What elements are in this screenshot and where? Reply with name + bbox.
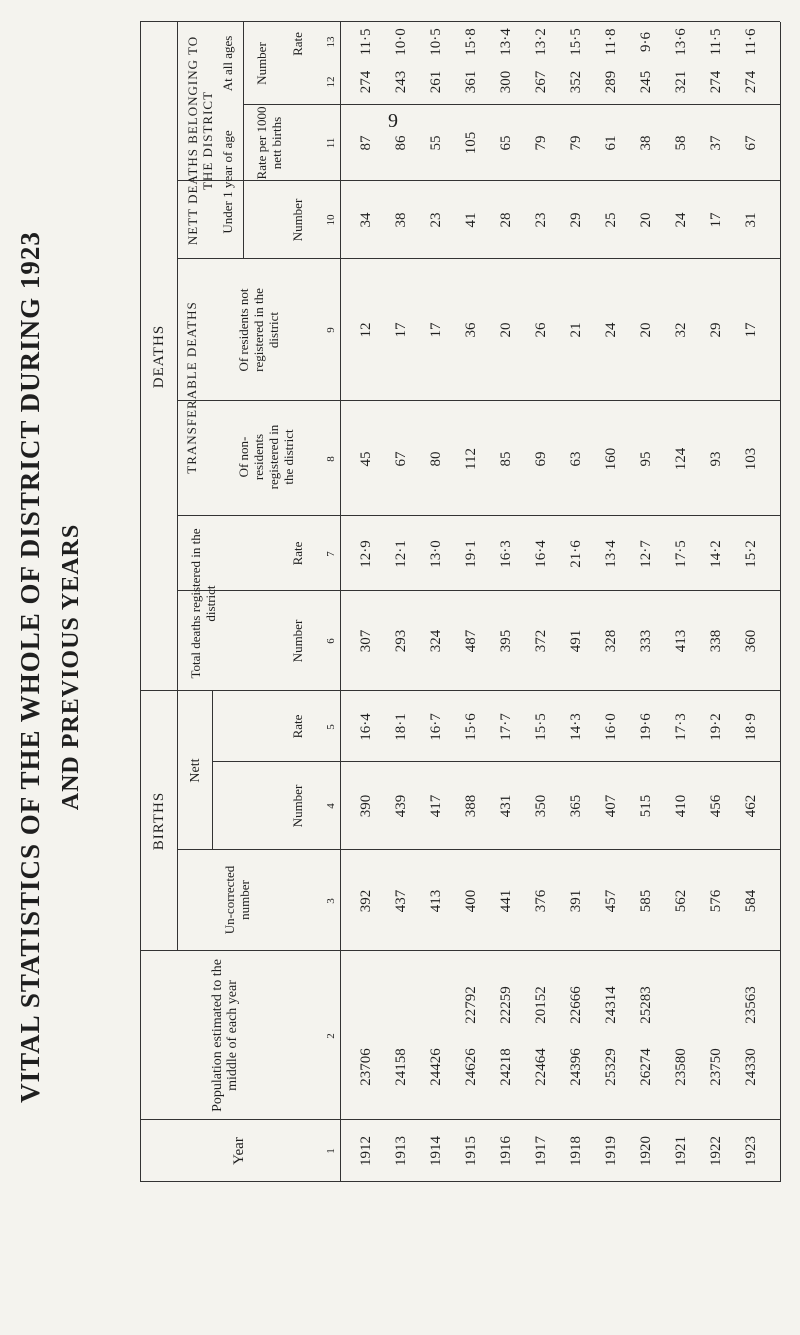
infant-deaths-number-cell: 31 xyxy=(743,212,759,228)
nett-births-rate-cell: 17·3 xyxy=(673,713,689,741)
residents-cell: 36 xyxy=(463,322,479,338)
nett-births-number-cell: 407 xyxy=(603,794,619,818)
all-ages-rate-cell: 15·8 xyxy=(463,28,479,56)
residents-cell: 20 xyxy=(498,322,514,338)
column-number: 1 xyxy=(325,1148,337,1154)
nett-births-number-cell: 439 xyxy=(393,794,409,818)
total-deaths-number-cell: 328 xyxy=(603,629,619,653)
total-deaths-rate-cell: 12·1 xyxy=(393,540,409,568)
column-number: 13 xyxy=(325,36,337,48)
all-ages-number-cell: 245 xyxy=(638,70,654,94)
all-ages-header: At all ages xyxy=(220,35,235,92)
infant-deaths-rate-cell: 38 xyxy=(638,135,654,151)
col-rule xyxy=(177,515,780,516)
page-title: VITAL STATISTICS OF THE WHOLE OF DISTRICT DURING 1923 xyxy=(15,231,45,1103)
all-ages-rate-cell: 13·6 xyxy=(673,28,689,56)
infant-deaths-rate-cell: 87 xyxy=(358,135,374,151)
non-residents-cell: 103 xyxy=(743,447,759,471)
population-cell: 24330 xyxy=(743,1048,759,1086)
nett-births-number-cell: 417 xyxy=(428,794,444,818)
non-residents-cell: 95 xyxy=(638,451,654,467)
residents-cell: 21 xyxy=(568,322,584,338)
all-ages-number-header: Number xyxy=(254,42,269,85)
uncorrected-births-cell: 584 xyxy=(743,889,759,913)
nett-births-number-cell: 390 xyxy=(358,794,374,818)
uncorrected-births-cell: 376 xyxy=(533,889,549,913)
population-cell: 26274 xyxy=(638,1048,654,1086)
column-number: 7 xyxy=(325,551,337,557)
all-ages-number-cell: 300 xyxy=(498,70,514,94)
all-ages-number-cell: 289 xyxy=(603,70,619,94)
non-residents-cell: 69 xyxy=(533,451,549,467)
column-number: 8 xyxy=(325,456,337,462)
non-residents-cell: 124 xyxy=(673,447,689,471)
transferable-deaths-header: TRANSFERABLE DEATHS xyxy=(184,301,199,474)
all-ages-number-cell: 261 xyxy=(428,70,444,94)
uncorrected-births-cell: 441 xyxy=(498,889,514,913)
non-residents-cell: 80 xyxy=(428,451,444,467)
uncorrected-births-cell: 585 xyxy=(638,889,654,913)
nett-births-number-cell: 456 xyxy=(708,794,724,818)
total-deaths-rate-cell: 13·4 xyxy=(603,540,619,568)
uncorrected-births-cell: 562 xyxy=(673,889,689,913)
header-rule xyxy=(340,22,341,1182)
non-residents-cell: 160 xyxy=(603,447,619,471)
total-deaths-rate-cell: 21·6 xyxy=(568,540,584,568)
population-cell: 22464 xyxy=(533,1048,549,1086)
infant-deaths-number-cell: 25 xyxy=(603,212,619,228)
population-cell: 23580 xyxy=(673,1048,689,1086)
year-cell: 1917 xyxy=(533,1136,549,1166)
nett-births-number-cell: 410 xyxy=(673,794,689,818)
nett-births-number-cell: 515 xyxy=(638,794,654,818)
uncorrected-births-cell: 457 xyxy=(603,889,619,913)
uncorrected-header: Un-corrected number xyxy=(222,865,252,935)
year-cell: 1921 xyxy=(673,1136,689,1166)
infant-deaths-number-cell: 38 xyxy=(393,212,409,228)
population-cell: 24314 xyxy=(603,986,619,1024)
total-deaths-rate-cell: 15·2 xyxy=(743,540,759,568)
infant-deaths-rate-cell: 65 xyxy=(498,135,514,151)
total-deaths-number-cell: 324 xyxy=(428,629,444,653)
col-rule xyxy=(177,590,780,591)
nett-deaths-subrule xyxy=(243,22,244,259)
population-cell: 20152 xyxy=(533,986,549,1024)
infant-deaths-number-cell: 29 xyxy=(568,212,584,228)
nett-births-rule xyxy=(212,691,213,850)
table-top-rule xyxy=(140,22,141,1182)
infant-deaths-rate-cell: 79 xyxy=(533,135,549,151)
non-residents-cell: 45 xyxy=(358,451,374,467)
births-number-header: Number xyxy=(290,784,305,828)
total-deaths-rate-cell: 14·2 xyxy=(708,540,724,568)
residents-cell: 17 xyxy=(428,322,444,338)
nett-births-number-cell: 388 xyxy=(463,794,479,818)
non-residents-cell: 63 xyxy=(568,451,584,467)
nett-births-rate-cell: 19·2 xyxy=(708,713,724,741)
nett-births-number-cell: 462 xyxy=(743,794,759,818)
population-header: Population estimated to the middle of each year xyxy=(210,959,240,1112)
non-residents-cell: 85 xyxy=(498,451,514,467)
vital-statistics-table xyxy=(140,22,782,1182)
infant-deaths-rate-cell: 55 xyxy=(428,135,444,151)
col-rule xyxy=(177,400,780,401)
population-cell: 24626 xyxy=(463,1048,479,1086)
page-subtitle: AND PREVIOUS YEARS xyxy=(58,523,84,811)
col-rule xyxy=(140,690,780,691)
uncorrected-births-cell: 437 xyxy=(393,889,409,913)
uncorrected-births-cell: 392 xyxy=(358,889,374,913)
population-cell: 23750 xyxy=(708,1048,724,1086)
infant-deaths-number-cell: 17 xyxy=(708,212,724,228)
population-cell: 24158 xyxy=(393,1048,409,1086)
nett-births-rate-cell: 16·7 xyxy=(428,713,444,741)
population-cell: 23563 xyxy=(743,986,759,1024)
infant-deaths-rate-cell: 67 xyxy=(743,135,759,151)
total-deaths-number-cell: 293 xyxy=(393,629,409,653)
rate-per-1000-header: Rate per 1000 nett births xyxy=(254,106,284,180)
population-cell: 24396 xyxy=(568,1048,584,1086)
non-residents-header: Of non-residents registered in the district xyxy=(236,424,296,490)
all-ages-rate-cell: 10·0 xyxy=(393,28,409,56)
year-cell: 1913 xyxy=(393,1136,409,1166)
all-ages-number-cell: 274 xyxy=(358,70,374,94)
uncorrected-births-cell: 400 xyxy=(463,889,479,913)
infant-deaths-number-cell: 23 xyxy=(428,212,444,228)
nett-births-rate-cell: 18·1 xyxy=(393,713,409,741)
nett-births-rate-cell: 17·7 xyxy=(498,713,514,741)
total-deaths-number-cell: 487 xyxy=(463,629,479,653)
infant-deaths-rate-cell: 105 xyxy=(463,131,479,155)
year-cell: 1919 xyxy=(603,1136,619,1166)
column-number: 11 xyxy=(325,137,337,149)
column-number: 9 xyxy=(325,327,337,333)
year-cell: 1922 xyxy=(708,1136,724,1166)
year-cell: 1915 xyxy=(463,1136,479,1166)
year-cell: 1920 xyxy=(638,1136,654,1166)
total-deaths-number-cell: 307 xyxy=(358,629,374,653)
infant-deaths-number-cell: 23 xyxy=(533,212,549,228)
col-rule xyxy=(177,258,780,259)
deaths-rate-header: Rate xyxy=(290,541,305,566)
total-deaths-rate-cell: 19·1 xyxy=(463,540,479,568)
total-deaths-number-cell: 360 xyxy=(743,629,759,653)
infant-deaths-number-cell: 24 xyxy=(673,212,689,228)
nett-births-number-cell: 350 xyxy=(533,794,549,818)
nett-births-rate-cell: 15·6 xyxy=(463,713,479,741)
under-1-number-header: Number xyxy=(290,198,305,242)
all-ages-rate-cell: 10·5 xyxy=(428,28,444,56)
nett-deaths-header: NETT DEATHS BELONGING TO THE DISTRICT xyxy=(185,35,215,246)
non-residents-cell: 112 xyxy=(463,448,479,470)
births-header: BIRTHS xyxy=(151,791,167,851)
infant-deaths-number-cell: 20 xyxy=(638,212,654,228)
infant-deaths-rate-cell: 79 xyxy=(568,135,584,151)
column-number: 10 xyxy=(325,214,337,226)
residents-cell: 17 xyxy=(743,322,759,338)
population-cell: 24218 xyxy=(498,1048,514,1086)
population-cell: 22259 xyxy=(498,986,514,1024)
all-ages-number-cell: 352 xyxy=(568,70,584,94)
residents-cell: 29 xyxy=(708,322,724,338)
uncorrected-births-cell: 576 xyxy=(708,889,724,913)
residents-header: Of residents not registered in the district xyxy=(236,288,281,372)
total-deaths-rate-cell: 16·3 xyxy=(498,540,514,568)
column-number: 5 xyxy=(325,724,337,730)
all-ages-rate-cell: 13·2 xyxy=(533,28,549,56)
rotated-table-page xyxy=(10,17,790,1317)
total-deaths-number-cell: 333 xyxy=(638,629,654,653)
infant-deaths-number-cell: 28 xyxy=(498,212,514,228)
all-ages-number-cell: 243 xyxy=(393,70,409,94)
nett-births-rate-cell: 16·0 xyxy=(603,713,619,741)
all-ages-number-cell: 274 xyxy=(743,70,759,94)
all-ages-rate-cell: 9·6 xyxy=(638,32,654,52)
all-ages-rate-cell: 11·6 xyxy=(743,28,759,56)
population-cell: 22792 xyxy=(463,986,479,1024)
nett-births-rate-cell: 16·4 xyxy=(358,713,374,741)
non-residents-cell: 93 xyxy=(708,451,724,467)
deaths-header: DEATHS xyxy=(151,324,167,389)
nett-births-rate-cell: 19·6 xyxy=(638,713,654,741)
all-ages-rate-cell: 15·5 xyxy=(568,28,584,56)
all-ages-number-cell: 361 xyxy=(463,70,479,94)
infant-deaths-rate-cell: 58 xyxy=(673,135,689,151)
total-deaths-rate-cell: 17·5 xyxy=(673,540,689,568)
infant-deaths-number-cell: 41 xyxy=(463,212,479,228)
total-deaths-number-cell: 491 xyxy=(568,629,584,653)
under-1-header: Under 1 year of age xyxy=(220,130,235,234)
column-number: 2 xyxy=(325,1033,337,1039)
year-cell: 1918 xyxy=(568,1136,584,1166)
nett-births-number-cell: 431 xyxy=(498,794,514,818)
all-ages-rate-cell: 11·8 xyxy=(603,28,619,56)
nett-births-number-cell: 365 xyxy=(568,794,584,818)
all-ages-rate-header: Rate xyxy=(290,32,305,56)
total-deaths-rate-cell: 12·9 xyxy=(358,540,374,568)
year-cell: 1912 xyxy=(358,1136,374,1166)
population-cell: 23706 xyxy=(358,1048,374,1086)
infant-deaths-rate-cell: 37 xyxy=(708,135,724,151)
all-ages-rate-cell: 11·5 xyxy=(708,28,724,56)
all-ages-rate-cell: 13·4 xyxy=(498,28,514,56)
total-deaths-number-cell: 372 xyxy=(533,629,549,653)
residents-cell: 20 xyxy=(638,322,654,338)
infant-deaths-rate-cell: 61 xyxy=(603,135,619,151)
population-cell: 22666 xyxy=(568,986,584,1024)
column-number: 12 xyxy=(325,76,337,88)
all-ages-number-cell: 274 xyxy=(708,70,724,94)
column-number: 4 xyxy=(325,803,337,809)
population-cell: 25283 xyxy=(638,986,654,1024)
year-cell: 1923 xyxy=(743,1136,759,1166)
year-header: Year xyxy=(231,1137,247,1165)
nett-births-header: Nett xyxy=(188,758,203,783)
year-cell: 1914 xyxy=(428,1136,444,1166)
column-number: 6 xyxy=(325,638,337,644)
infant-deaths-rate-cell: 86 xyxy=(393,135,409,151)
residents-cell: 32 xyxy=(673,322,689,338)
total-deaths-number-cell: 413 xyxy=(673,629,689,653)
births-rate-header: Rate xyxy=(290,714,305,739)
deaths-number-header: Number xyxy=(290,619,305,663)
nett-births-rate-cell: 14·3 xyxy=(568,713,584,741)
total-deaths-rate-cell: 16·4 xyxy=(533,540,549,568)
nett-births-rate-cell: 15·5 xyxy=(533,713,549,741)
total-deaths-rate-cell: 12·7 xyxy=(638,540,654,568)
col-rule xyxy=(140,950,780,951)
infant-deaths-number-cell: 34 xyxy=(358,212,374,228)
table-bottom-rule xyxy=(780,22,781,1182)
all-ages-rate-cell: 11·5 xyxy=(358,28,374,56)
total-deaths-header: Total deaths registered in the district xyxy=(188,528,218,679)
residents-cell: 17 xyxy=(393,322,409,338)
total-deaths-rate-cell: 13·0 xyxy=(428,540,444,568)
year-cell: 1916 xyxy=(498,1136,514,1166)
non-residents-cell: 67 xyxy=(393,451,409,467)
residents-cell: 24 xyxy=(603,322,619,338)
group-header-rule xyxy=(177,22,178,951)
all-ages-number-cell: 267 xyxy=(533,70,549,94)
nett-births-rate-cell: 18·9 xyxy=(743,713,759,741)
page-number: 9 xyxy=(388,110,398,132)
residents-cell: 12 xyxy=(358,322,374,338)
uncorrected-births-cell: 413 xyxy=(428,889,444,913)
residents-cell: 26 xyxy=(533,322,549,338)
total-deaths-number-cell: 395 xyxy=(498,629,514,653)
total-deaths-number-cell: 338 xyxy=(708,629,724,653)
population-cell: 25329 xyxy=(603,1048,619,1086)
population-cell: 24426 xyxy=(428,1048,444,1086)
uncorrected-births-cell: 391 xyxy=(568,889,584,913)
col-rule xyxy=(177,849,780,850)
all-ages-number-cell: 321 xyxy=(673,70,689,94)
column-number: 3 xyxy=(325,898,337,904)
